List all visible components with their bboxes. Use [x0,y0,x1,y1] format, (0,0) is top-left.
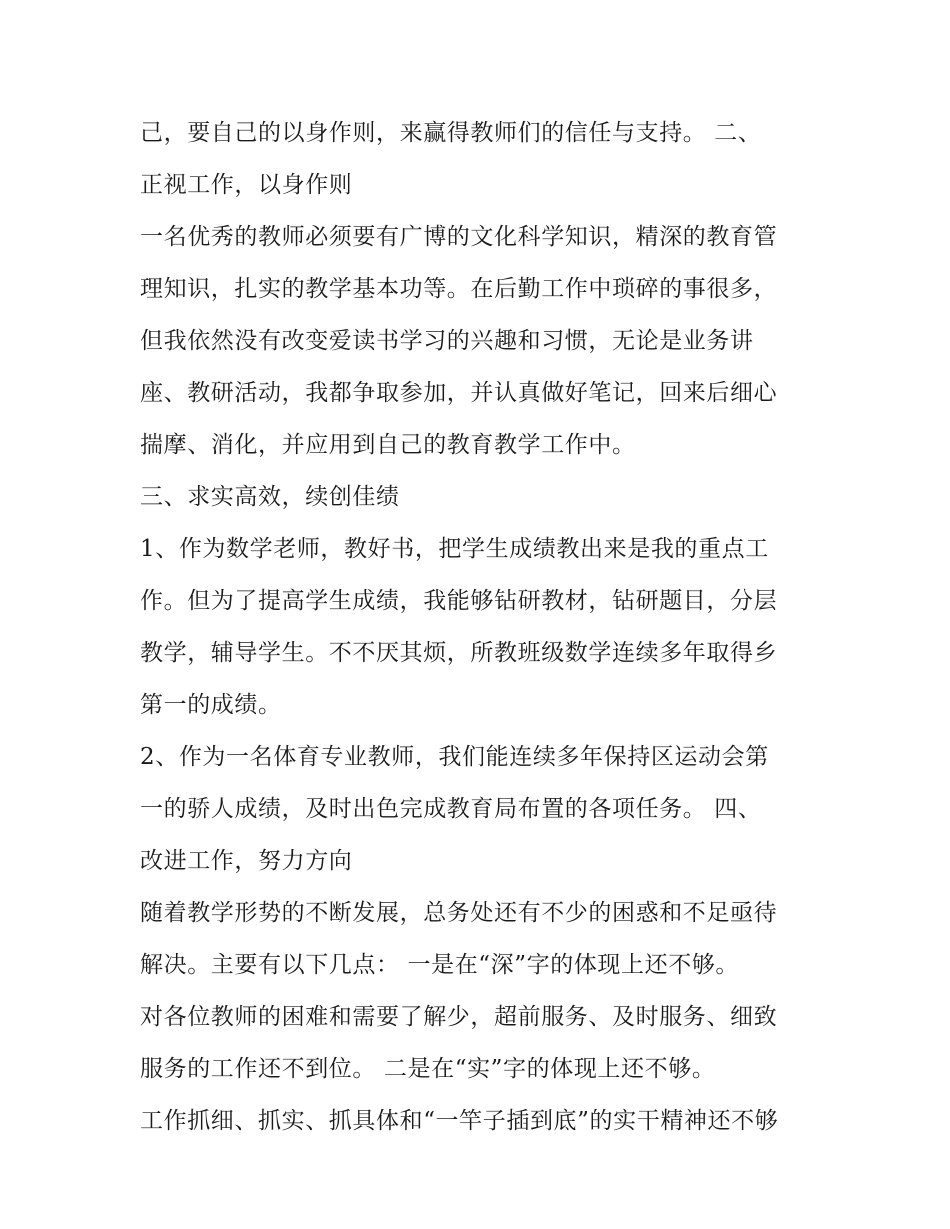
text-line: 2、作为一名体育专业教师，我们能连续多年保持区运动会第 [140,744,769,770]
text-line: 解决。主要有以下几点： 一是在“深”字的体现上还不够。 [140,952,740,978]
text-line: 一的骄人成绩，及时出色完成教育局布置的各项任务。 四、 [140,796,762,822]
text-line: 工作抓细、抓实、抓具体和“一竿子插到底”的实干精神还不够 [140,1108,779,1134]
text-line: 1、作为数学老师，教好书，把学生成绩教出来是我的重点工 [140,536,769,562]
text-line: 教学，辅导学生。不不厌其烦，所教班级数学连续多年取得乡 [140,640,778,666]
section-heading: 三、求实高效，续创佳绩 [140,484,400,510]
text-line: 一名优秀的教师必须要有广博的文化科学知识，精深的教育管 [140,224,778,250]
text-line: 作。但为了提高学生成绩，我能够钻研教材，钻研题目，分层 [140,588,778,614]
text-line: 服务的工作还不到位。 二是在“实”字的体现上还不够。 [140,1056,716,1082]
text-line: 座、教研活动，我都争取参加，并认真做好笔记，回来后细心 [140,380,778,406]
text-line: 理知识，扎实的教学基本功等。在后勤工作中琐碎的事很多， [140,276,778,302]
text-line: 正视工作，以身作则 [140,172,353,198]
text-line: 对各位教师的困难和需要了解少，超前服务、及时服务、细致 [140,1004,778,1030]
text-line: 但我依然没有改变爱读书学习的兴趣和习惯，无论是业务讲 [140,328,754,354]
section-heading: 改进工作，努力方向 [140,848,353,874]
text-line: 己，要自己的以身作则，来赢得教师们的信任与支持。 二、 [140,120,762,146]
document-body [140,107,820,1147]
text-line: 随着教学形势的不断发展，总务处还有不少的困惑和不足亟待 [140,900,778,926]
text-line: 揣摩、消化，并应用到自己的教育教学工作中。 [140,432,636,458]
text-line: 第一的成绩。 [140,692,282,718]
